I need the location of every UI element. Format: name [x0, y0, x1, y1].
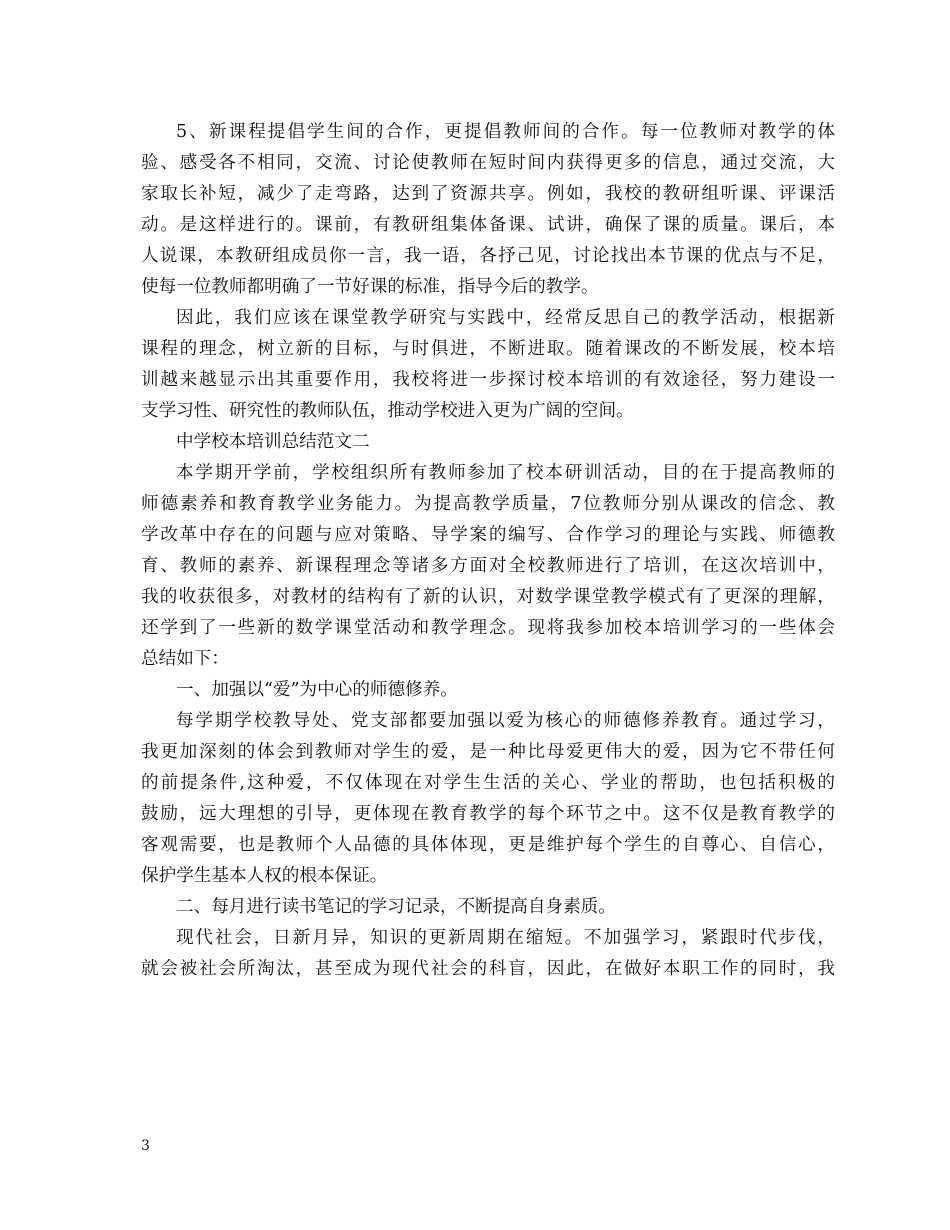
text-line: 的前提条件,这种爱，不仅体现在对学生生活的关心、学业的帮助，也包括积极的	[141, 773, 835, 793]
text-line: 家取长补短，减少了走弯路，达到了资源共享。例如，我校的教研组听课、评课活	[141, 184, 835, 204]
text-line: 就会被社会所淘汰，甚至成为现代社会的科盲，因此，在做好本职工作的同时，我	[141, 959, 835, 979]
document-body	[141, 117, 835, 985]
text-line: 训越来越显示出其重要作用，我校将进一步探讨校本培训的有效途径，努力建设一	[141, 370, 835, 390]
text-line: 我的收获很多，对教材的结构有了新的认识，对数学课堂教学模式有了更深的理解，	[141, 587, 835, 607]
text-line: 使每一位教师都明确了一节好课的标准，指导今后的教学。	[141, 277, 599, 297]
text-line: 人说课，本教研组成员你一言，我一语，各抒己见，讨论找出本节课的优点与不足，	[141, 246, 835, 266]
text-line: 每学期学校教导处、党支部都要加强以爱为核心的师德修养教育。通过学习，	[176, 711, 835, 731]
text-line: 支学习性、研究性的教师队伍，推动学校进入更为广阔的空间。	[141, 401, 634, 421]
text-line: 本学期开学前，学校组织所有教师参加了校本研训活动，目的在于提高教师的	[176, 463, 835, 483]
text-line: 我更加深刻的体会到教师对学生的爱，是一种比母爱更伟大的爱，因为它不带任何	[141, 742, 835, 762]
text-line: 客观需要，也是教师个人品德的具体体现，更是维护每个学生的自尊心、自信心，	[141, 835, 835, 855]
text-line: 中学校本培训总结范文二	[176, 432, 370, 452]
text-line: 动。是这样进行的。课前，有教研组集体备课、试讲，确保了课的质量。课后，本	[141, 215, 835, 235]
text-line: 因此，我们应该在课堂教学研究与实践中，经常反思自己的教学活动，根据新	[176, 308, 835, 328]
text-line: 二、每月进行读书笔记的学习记录，不断提高自身素质。	[176, 897, 616, 917]
page-number: 3	[141, 1138, 150, 1154]
text-line: 师德素养和教育教学业务能力。为提高教学质量，7位教师分别从课改的信念、教	[141, 494, 835, 514]
text-line: 一、加强以“爱”为中心的师德修养。	[176, 680, 458, 700]
text-line: 总结如下：	[141, 649, 229, 669]
text-line: 验、感受各不相同，交流、讨论使教师在短时间内获得更多的信息，通过交流，大	[141, 153, 835, 173]
text-line: 保护学生基本人权的根本保证。	[141, 866, 388, 886]
text-line: 鼓励，远大理想的引导，更体现在教育教学的每个环节之中。这不仅是教育教学的	[141, 804, 835, 824]
text-line: 育、教师的素养、新课程理念等诸多方面对全校教师进行了培训，在这次培训中，	[141, 556, 835, 576]
text-line: 现代社会，日新月异，知识的更新周期在缩短。不加强学习，紧跟时代步伐，	[176, 928, 835, 948]
text-line: 学改革中存在的问题与应对策略、导学案的编写、合作学习的理论与实践、师德教	[141, 525, 835, 545]
text-line: 课程的理念，树立新的目标，与时俱进，不断进取。随着课改的不断发展，校本培	[141, 339, 835, 359]
text-line: 还学到了一些新的数学课堂活动和教学理念。现将我参加校本培训学习的一些体会	[141, 618, 835, 638]
text-line: 5、新课程提倡学生间的合作，更提倡教师间的合作。每一位教师对教学的体	[176, 122, 835, 142]
